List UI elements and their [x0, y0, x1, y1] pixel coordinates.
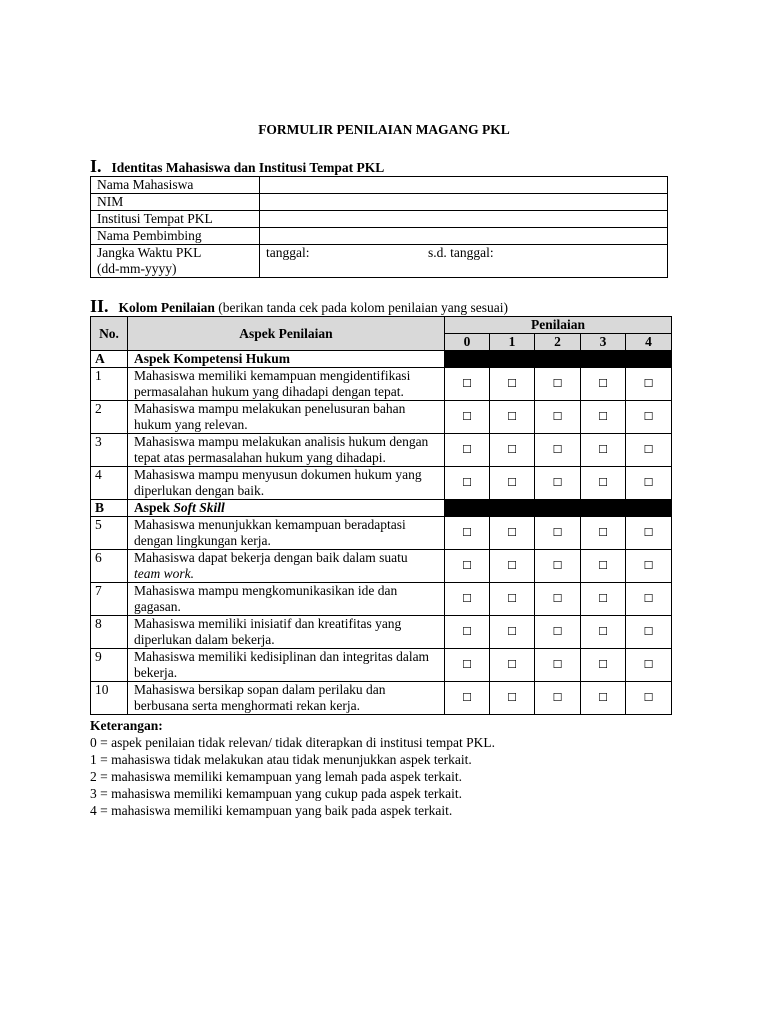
legend-line: 3 = mahasiswa memiliki kemampuan yang cukup pada aspek terkait.	[90, 786, 463, 801]
aspect-line-1: Mahasiswa mampu melakukan analisis hukum dengan	[134, 434, 429, 449]
score-checkbox-1[interactable]: ☐	[490, 682, 535, 715]
score-checkbox-4[interactable]: ☐	[626, 467, 672, 500]
aspect-line-1: Mahasiswa memiliki inisiatif dan kreatifitas yang	[134, 616, 402, 631]
score-checkbox-0[interactable]: ☐	[445, 368, 490, 401]
score-checkbox-3[interactable]: ☐	[581, 583, 626, 616]
identity-table	[90, 176, 668, 278]
header-score-1: 1	[490, 334, 535, 351]
score-checkbox-3[interactable]: ☐	[581, 550, 626, 583]
score-checkbox-2[interactable]: ☐	[535, 434, 581, 467]
score-checkbox-3[interactable]: ☐	[581, 649, 626, 682]
aspect-line-2: diperlukan dengan baik.	[134, 483, 265, 498]
identity-label: Nama Mahasiswa	[91, 177, 260, 194]
aspect-line-2: berbusana serta menghormati rekan kerja.	[134, 698, 361, 713]
group-code	[91, 500, 128, 517]
score-checkbox-4[interactable]: ☐	[626, 583, 672, 616]
group-title-italic: Soft Skill	[173, 500, 225, 515]
group-code-text: A	[95, 351, 105, 366]
score-checkbox-0[interactable]: ☐	[445, 517, 490, 550]
group-code-text: B	[95, 500, 105, 515]
header-score: Penilaian	[445, 317, 672, 334]
section-2-heading	[90, 296, 508, 317]
aspect-line-1: Mahasiswa memiliki kemampuan mengidentifikasi	[134, 368, 411, 383]
score-checkbox-3[interactable]: ☐	[581, 368, 626, 401]
aspect-line-1: Mahasiswa mampu melakukan penelusuran bahan	[134, 401, 406, 416]
identity-label: Nama Pembimbing	[91, 228, 260, 245]
score-checkbox-2[interactable]: ☐	[535, 368, 581, 401]
score-checkbox-3[interactable]: ☐	[581, 616, 626, 649]
aspect-line-1: Mahasiswa mampu menyusun dokumen hukum yang	[134, 467, 422, 482]
score-checkbox-4[interactable]: ☐	[626, 517, 672, 550]
assessment-row	[91, 649, 672, 682]
header-score-2: 2	[535, 334, 581, 351]
aspect-line-2	[134, 566, 438, 582]
period-format: (dd-mm-yyyy)	[97, 261, 177, 276]
header-score-4: 4	[626, 334, 672, 351]
aspect-line-2: tepat atas permasalahan hukum yang dihadapi.	[134, 450, 386, 465]
aspect-description	[128, 401, 445, 434]
score-checkbox-1[interactable]: ☐	[490, 434, 535, 467]
aspect-line-1: Mahasiswa dapat bekerja dengan baik dalam suatu	[134, 550, 408, 565]
supervisor-field[interactable]	[260, 228, 668, 245]
assessment-row	[91, 467, 672, 500]
score-checkbox-1[interactable]: ☐	[490, 467, 535, 500]
legend-title: Keterangan:	[90, 718, 163, 733]
header-no: No.	[91, 317, 128, 351]
section-1-heading	[90, 156, 384, 177]
aspect-line-2: gagasan.	[134, 599, 181, 614]
assessment-row	[91, 517, 672, 550]
score-checkbox-3[interactable]: ☐	[581, 517, 626, 550]
item-number: 4	[91, 467, 128, 500]
score-checkbox-2[interactable]: ☐	[535, 616, 581, 649]
score-checkbox-3[interactable]: ☐	[581, 467, 626, 500]
aspect-description	[128, 368, 445, 401]
identity-row	[91, 228, 668, 245]
score-checkbox-1[interactable]: ☐	[490, 583, 535, 616]
identity-row	[91, 177, 668, 194]
score-checkbox-2[interactable]: ☐	[535, 401, 581, 434]
aspect-description	[128, 434, 445, 467]
legend-line: 2 = mahasiswa memiliki kemampuan yang lemah pada aspek terkait.	[90, 769, 463, 784]
nim-field[interactable]	[260, 194, 668, 211]
score-checkbox-4[interactable]: ☐	[626, 401, 672, 434]
score-checkbox-2[interactable]: ☐	[535, 550, 581, 583]
identity-row	[91, 245, 668, 278]
group-title-cell	[128, 500, 445, 517]
aspect-line-1: Mahasiswa menunjukkan kemampuan beradaptasi	[134, 517, 406, 532]
aspect-line-2: bekerja.	[134, 665, 178, 680]
assessment-row	[91, 401, 672, 434]
aspect-line-2: diperlukan dalam bekerja.	[134, 632, 275, 647]
score-checkbox-1[interactable]: ☐	[490, 550, 535, 583]
group-title-prefix: Aspek	[134, 500, 174, 515]
score-checkbox-0[interactable]: ☐	[445, 550, 490, 583]
aspect-description	[128, 550, 445, 583]
score-checkbox-0[interactable]: ☐	[445, 467, 490, 500]
document-title: FORMULIR PENILAIAN MAGANG PKL	[258, 122, 510, 137]
aspect-line-2: hukum yang relevan.	[134, 417, 248, 432]
item-number: 5	[91, 517, 128, 550]
identity-label	[91, 245, 260, 278]
item-number: 3	[91, 434, 128, 467]
legend	[90, 717, 495, 819]
from-date-label: tanggal:	[266, 245, 310, 260]
group-title: Aspek Kompetensi Hukum	[134, 351, 291, 366]
aspect-line-2: dengan lingkungan kerja.	[134, 533, 271, 548]
score-checkbox-0[interactable]: ☐	[445, 649, 490, 682]
score-checkbox-4[interactable]: ☐	[626, 368, 672, 401]
assessment-table	[90, 316, 672, 715]
aspect-line-2: permasalahan hukum yang dihadapi dengan tepat.	[134, 384, 404, 399]
section-1-numeral: I.	[90, 156, 102, 176]
item-number: 10	[91, 682, 128, 715]
to-date-label: s.d. tanggal:	[428, 245, 494, 260]
legend-line: 0 = aspek penilaian tidak relevan/ tidak diterapkan di institusi tempat PKL.	[90, 735, 496, 750]
score-checkbox-4[interactable]: ☐	[626, 434, 672, 467]
score-checkbox-2[interactable]: ☐	[535, 467, 581, 500]
section-1-title: Identitas Mahasiswa dan Institusi Tempat PKL	[111, 160, 385, 175]
item-number: 2	[91, 401, 128, 434]
score-checkbox-1[interactable]: ☐	[490, 368, 535, 401]
score-checkbox-2[interactable]: ☐	[535, 583, 581, 616]
score-checkbox-1[interactable]: ☐	[490, 616, 535, 649]
header-score-0: 0	[445, 334, 490, 351]
score-checkbox-4[interactable]: ☐	[626, 682, 672, 715]
aspect-description	[128, 583, 445, 616]
score-checkbox-0[interactable]: ☐	[445, 616, 490, 649]
score-checkbox-0[interactable]: ☐	[445, 434, 490, 467]
assessment-row	[91, 583, 672, 616]
item-number: 7	[91, 583, 128, 616]
student-name-field[interactable]	[260, 177, 668, 194]
item-number: 6	[91, 550, 128, 583]
score-checkbox-0[interactable]: ☐	[445, 401, 490, 434]
score-checkbox-2[interactable]: ☐	[535, 649, 581, 682]
group-row	[91, 500, 672, 517]
score-checkbox-1[interactable]: ☐	[490, 517, 535, 550]
group-title-cell	[128, 351, 445, 368]
period-label: Jangka Waktu PKL	[97, 245, 202, 260]
aspect-line-1: Mahasiswa mampu mengkomunikasikan ide dan	[134, 583, 398, 598]
aspect-description	[128, 517, 445, 550]
institution-field[interactable]	[260, 211, 668, 228]
legend-line: 4 = mahasiswa memiliki kemampuan yang baik pada aspek terkait.	[90, 803, 453, 818]
assessment-body	[91, 351, 672, 715]
identity-row	[91, 211, 668, 228]
section-2-title: Kolom Penilaian	[118, 300, 215, 315]
score-checkbox-3[interactable]: ☐	[581, 434, 626, 467]
aspect-description	[128, 467, 445, 500]
header-score-3: 3	[581, 334, 626, 351]
score-checkbox-3[interactable]: ☐	[581, 682, 626, 715]
group-score-band	[445, 500, 672, 517]
aspect-description	[128, 616, 445, 649]
item-number: 9	[91, 649, 128, 682]
score-checkbox-3[interactable]: ☐	[581, 401, 626, 434]
group-score-band	[445, 351, 672, 368]
section-2-note: (berikan tanda cek pada kolom penilaian yang sesuai)	[218, 300, 509, 315]
group-row	[91, 351, 672, 368]
score-checkbox-1[interactable]: ☐	[490, 649, 535, 682]
legend-line: 1 = mahasiswa tidak melakukan atau tidak menunjukkan aspek terkait.	[90, 752, 472, 767]
assessment-row	[91, 368, 672, 401]
score-checkbox-4[interactable]: ☐	[626, 649, 672, 682]
score-checkbox-0[interactable]: ☐	[445, 583, 490, 616]
aspect-line-1: Mahasiswa bersikap sopan dalam perilaku dan	[134, 682, 386, 697]
group-code	[91, 351, 128, 368]
assessment-row	[91, 682, 672, 715]
period-field[interactable]	[260, 245, 668, 278]
item-number: 1	[91, 368, 128, 401]
aspect-description	[128, 682, 445, 715]
score-checkbox-2[interactable]: ☐	[535, 517, 581, 550]
identity-row	[91, 194, 668, 211]
item-number: 8	[91, 616, 128, 649]
aspect-line-1: Mahasiswa memiliki kedisiplinan dan integritas dalam	[134, 649, 430, 664]
score-checkbox-4[interactable]: ☐	[626, 616, 672, 649]
header-aspect: Aspek Penilaian	[128, 317, 445, 351]
assessment-row	[91, 434, 672, 467]
score-checkbox-2[interactable]: ☐	[535, 682, 581, 715]
group-title	[134, 500, 225, 515]
score-checkbox-4[interactable]: ☐	[626, 550, 672, 583]
score-checkbox-0[interactable]: ☐	[445, 682, 490, 715]
identity-label: Institusi Tempat PKL	[91, 211, 260, 228]
aspect-line-2-text: team work.	[134, 566, 194, 581]
aspect-description	[128, 649, 445, 682]
assessment-row	[91, 616, 672, 649]
section-2-numeral: II.	[90, 296, 109, 316]
score-checkbox-1[interactable]: ☐	[490, 401, 535, 434]
identity-label: NIM	[91, 194, 260, 211]
assessment-row	[91, 550, 672, 583]
